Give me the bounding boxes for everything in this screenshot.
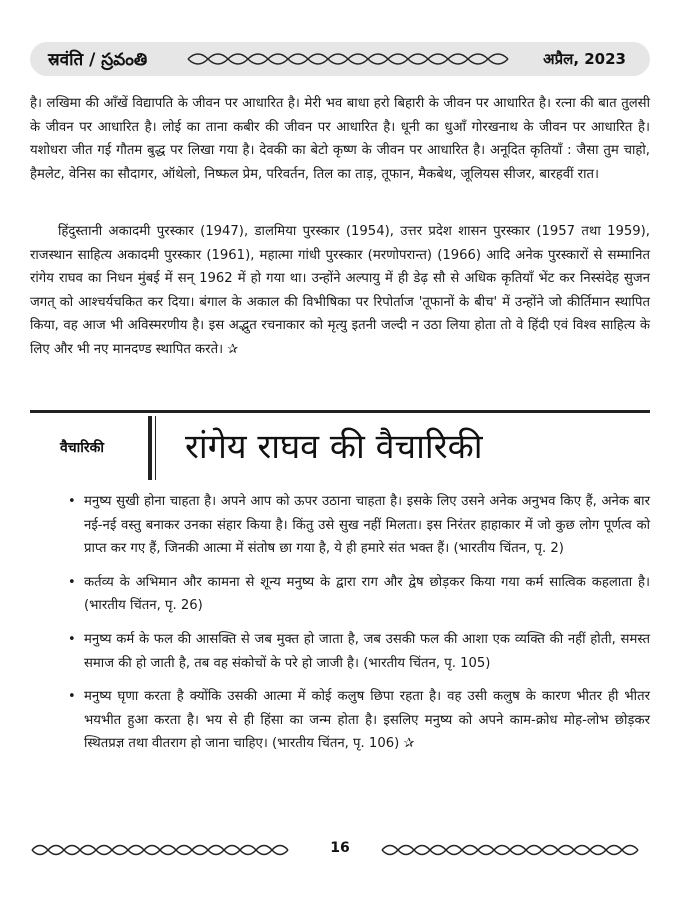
section-divider-thin [155,416,156,480]
intro-text-2 [30,220,650,362]
bullet-marker: • [68,689,76,705]
section-label: वैचारिकी [60,440,105,456]
header-ornament [183,47,513,71]
section-title: रांगेय राघव की वैचारिकी [185,427,483,467]
list-item-text: कर्तव्य के अभिमान और कामना से शून्य मनुष्य के द्वारा राग और द्वेष छोड़कर किया गया कर्म सात्विक कहलाता है। (भारतीय चिंतन, पृ. 26) [84,574,650,614]
list-item [30,571,650,618]
intro-paragraph-2-text: हिंदुस्तानी अकादमी पुरस्कार (1947), डालमिया पुरस्कार (1954), उत्तर प्रदेश शासन पुरस्कार (1957 तथा 1959), राजस्थान साहित्य अकादमी पुरस्कार (1961), महात्मा गांधी पुरस्कार (मरणोपरान्त) (1966) आदि अनेक पुरस्कारों से सम्मानित रांगेय राघव का निधन मुंबई में सन् 1962 में हो गया था। उन्होंने अल्पायु में ही डेढ़ सौ से अधिक कृतियाँ भेंट कर निस्संदेह सुजन जगत् को आश्चर्यचकित कर दिया। बंगाल के अकाल की विभीषिका पर रिपोर्ताज 'तूफानों के बीच' में उन्होंने जो कीर्तिमान स्थापित किया, वह आज भी अविस्मरणीय है। इस अद्भुत रचनाकार को मृत्यु इतनी जल्दी न उठा लिया होता तो वे हिंदी एवं विश्व साहित्य के लिए और भी नए मानदण्ड स्थापित करते। [30,224,650,357]
list-item-text: मनुष्य घृणा करता है क्योंकि उसकी आत्मा में कोई कलुष छिपा रहता है। वह उसी कलुष के कारण भीतर ही भीतर भयभीत हुआ करता है। भय से ही हिंसा का जन्म होता है। इसलिए मनुष्य को अपने काम-क्रोध मोह-लोभ छोड़कर स्थितप्रज्ञ तथा वीतराग हो जाना चाहिए। (भारतीय चिंतन, पृ. 106) [84,689,650,752]
intro-text [30,92,650,186]
list-item [30,628,650,675]
section-rule [30,410,650,413]
bullet-marker: • [68,574,76,590]
list-item-text: मनुष्य कर्म के फल की आसक्ति से जब मुक्त हो जाता है, जब उसकी फल की आशा एक व्यक्ति की नहीं होती, समस्त समाज की हो जाती है, तब वह संकोचों के परे हो जाजी है। (भारतीय चिंतन, पृ. 105) [84,631,650,671]
journal-title: स्रवंति / స్రవంతి [48,50,148,70]
bullet-marker: • [68,494,76,509]
bullet-marker: • [68,631,76,647]
bullet-list [30,490,650,766]
footer-ornament-left [30,838,300,862]
list-item [30,490,650,561]
footer [30,838,650,862]
footer-ornament-right [380,838,650,862]
intro-paragraph-1: है। लखिमा की आँखें विद्यापति के जीवन पर आधारित है। मेरी भव बाधा हरो बिहारी के जीवन पर आधारित है। रत्ना की बात तुलसी के जीवन पर आधारित है। लोई का ताना कबीर की जीवन पर आधारित है। धूनी का धुआँ गोरखनाथ के जीवन पर आधारित है। यशोधरा जीत गई गौतम बुद्ध पर लिखा गया है। देवकी का बेटो कृष्ण के जीवन पर आधारित है। अनूदित कृतियाँ : जैसा तुम चाहो, हैमलेट, वेनिस का सौदागर, ऑथेलो, निष्फल प्रेम, परिवर्तन, तिल का ताड़, तूफान, मैकबेथ, जूलियस सीजर, बारहवीं रात। [30,96,650,182]
section-heading [30,410,650,480]
star-icon: ✰ [227,341,239,357]
section-divider-thick [148,416,152,480]
issue-date: अप्रैल, 2023 [543,50,626,68]
star-icon: ✰ [403,736,415,752]
list-item [30,685,650,756]
page-number: 16 [330,840,350,856]
intro-paragraph-2 [30,220,650,362]
list-item-text: मनुष्य सुखी होना चाहता है। अपने आप को ऊपर उठाना चाहता है। इसके लिए उसने अनेक अनुभव किए हैं, अनेक बार नई-नई वस्तु बनाकर उनका संहार किया है। किंतु उसे सुख नहीं मिलता। इस निरंतर हाहाकार में जो कुछ लोग पूर्णत्व को प्राप्त कर गए हैं, जिनकी आत्मा में संतोष छा गया है, ये ही हमारे संत भक्त हैं। (भारतीय चिंतन, पृ. 2) [84,494,650,557]
